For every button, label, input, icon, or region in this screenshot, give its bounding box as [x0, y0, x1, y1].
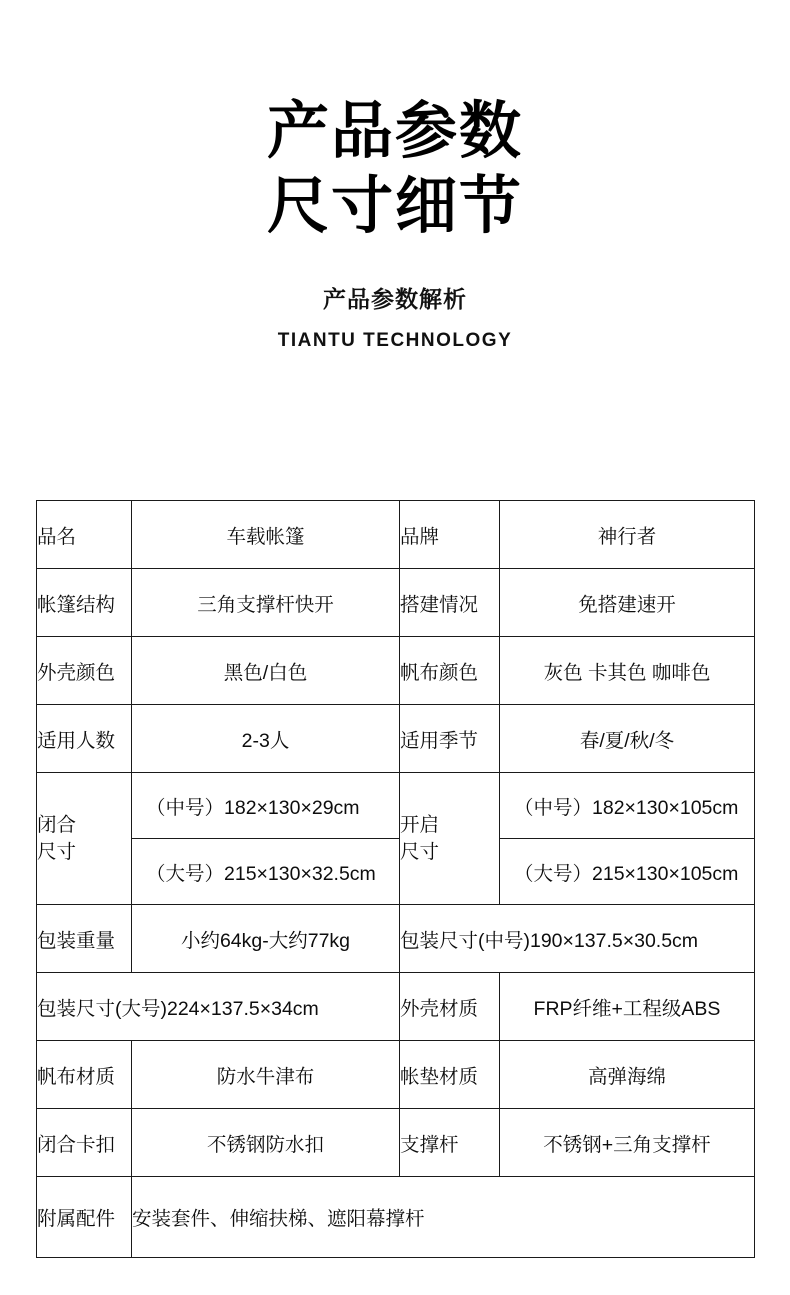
- closed-size-label: [37, 773, 132, 905]
- spec-label: 外壳材质: [400, 973, 500, 1041]
- spec-value: 小约64kg-大约77kg: [132, 905, 400, 973]
- table-row: [37, 501, 755, 569]
- spec-label: 包装重量: [37, 905, 132, 973]
- accessories-value: 安装套件、伸缩扶梯、遮阳幕撑杆: [132, 1177, 755, 1258]
- spec-label: 搭建情况: [400, 569, 500, 637]
- table-row: [37, 1109, 755, 1177]
- closed-size-label-line1: 闭合: [37, 814, 77, 837]
- spec-label: 包装尺寸(大号)224×137.5×34cm: [37, 973, 400, 1041]
- table-row: [37, 905, 755, 973]
- table-row: [37, 705, 755, 773]
- page-title-line1: 产品参数: [266, 97, 523, 166]
- spec-value: FRP纤维+工程级ABS: [500, 973, 755, 1041]
- spec-value: 2-3人: [132, 705, 400, 773]
- table-row: [37, 1041, 755, 1109]
- spec-value: 不锈钢防水扣: [132, 1109, 400, 1177]
- spec-label: 品名: [37, 501, 132, 569]
- spec-value: 高弹海绵: [500, 1041, 755, 1109]
- specification-table: [36, 500, 755, 1258]
- size-block-row: [37, 773, 755, 905]
- accessories-label: 附属配件: [37, 1177, 132, 1258]
- open-size-large: （大号）215×130×105cm: [514, 862, 739, 885]
- spec-label: 包装尺寸(中号)190×137.5×30.5cm: [400, 905, 755, 973]
- page-header: [0, 0, 790, 352]
- accessories-row: [37, 1177, 755, 1258]
- spec-label: 帐垫材质: [400, 1041, 500, 1109]
- open-size-label-line2: 尺寸: [400, 840, 440, 863]
- page-subtitle: 产品参数解析: [323, 285, 467, 312]
- open-size-label: [400, 773, 500, 905]
- spec-label: 闭合卡扣: [37, 1109, 132, 1177]
- spec-label: 外壳颜色: [37, 637, 132, 705]
- spec-label: 帆布颜色: [400, 637, 500, 705]
- closed-size-label-line2: 尺寸: [37, 840, 77, 863]
- spec-label: 品牌: [400, 501, 500, 569]
- spec-value: 免搭建速开: [500, 569, 755, 637]
- open-size-values: [500, 773, 755, 905]
- spec-label: 适用人数: [37, 705, 132, 773]
- spec-value: 车载帐篷: [132, 501, 400, 569]
- spec-label: 帆布材质: [37, 1041, 132, 1109]
- table-row: [37, 637, 755, 705]
- open-size-medium: （中号）182×130×105cm: [500, 773, 754, 839]
- table-row: [37, 973, 755, 1041]
- spec-value: 灰色 卡其色 咖啡色: [500, 637, 755, 705]
- spec-value: 不锈钢+三角支撑杆: [500, 1109, 755, 1177]
- closed-size-medium: （中号）182×130×29cm: [132, 773, 399, 839]
- closed-size-large: （大号）215×130×32.5cm: [146, 862, 376, 885]
- spec-label: 帐篷结构: [37, 569, 132, 637]
- spec-value: 春/夏/秋/冬: [500, 705, 755, 773]
- spec-value: 防水牛津布: [132, 1041, 400, 1109]
- spec-value: 黑色/白色: [132, 637, 400, 705]
- closed-size-values: [132, 773, 400, 905]
- page-title-line2: 尺寸细节: [266, 172, 523, 242]
- table-row: [37, 569, 755, 637]
- brand-name-en: TIANTU TECHNOLOGY: [277, 329, 513, 351]
- open-size-label-line1: 开启: [400, 814, 440, 837]
- spec-label: 支撑杆: [400, 1109, 500, 1177]
- spec-value: 三角支撑杆快开: [132, 569, 400, 637]
- spec-value: 神行者: [500, 501, 755, 569]
- spec-label: 适用季节: [400, 705, 500, 773]
